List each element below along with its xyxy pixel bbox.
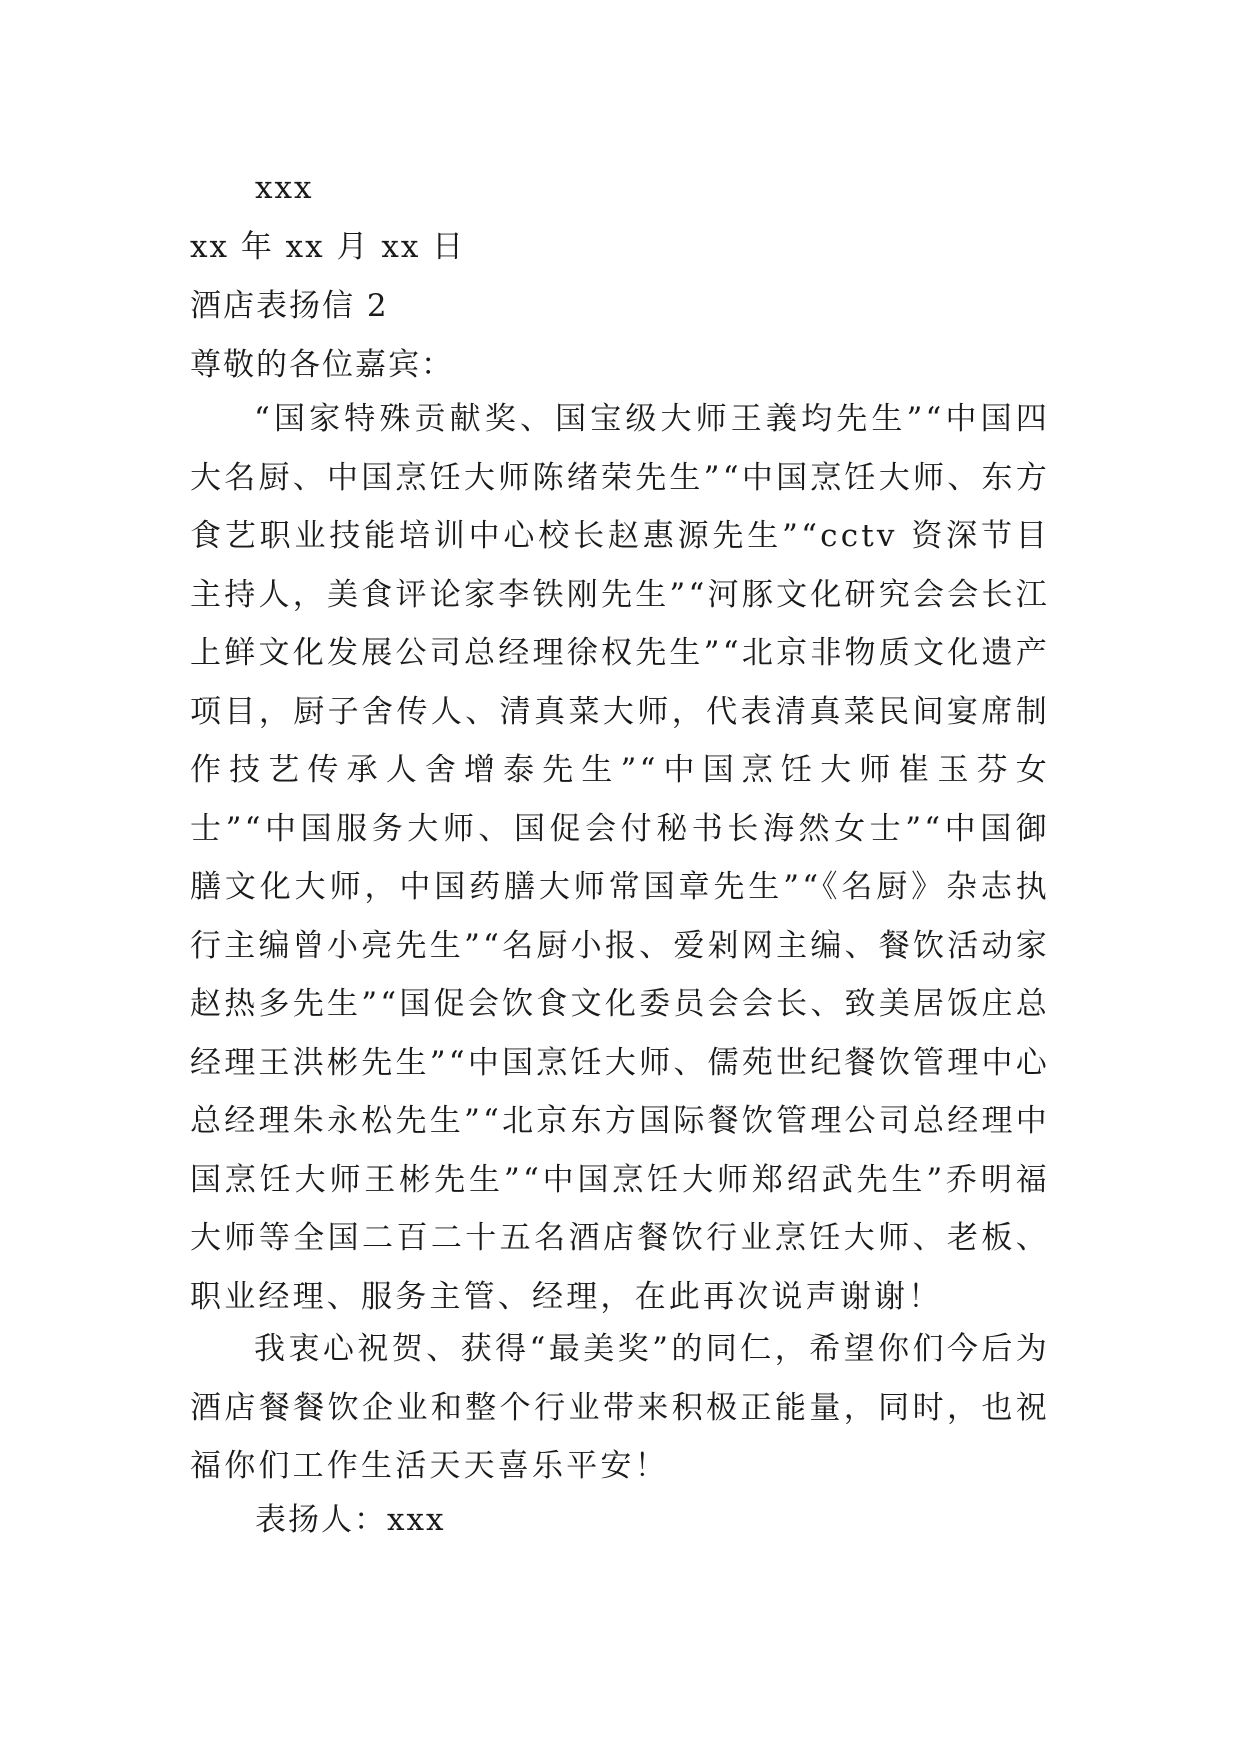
body-paragraph-thanks: “国家特殊贡献奖、国宝级大师王義均先生”“中国四大名厨、中国烹饪大师陈绪荣先生”“中国烹饪大师、东方食艺职业技能培训中心校长赵惠源先生”“cctv 资深节目主持人，美食评论家李铁刚先生”“河豚文化研究会会长江上鲜文化发展公司总经理徐权先生”“北京非物质文化遗产项目，厨子舍传人、清真菜大师，代表清真菜民间宴席制作技艺传承人舍增泰先生”“中国烹饪大师崔玉芬女士”“中国服务大师、国促会付秘书长海然女士”“中国御膳文化大师，中国药膳大师常国章先生”“《名厨》杂志执行主编曾小亮先生”“名厨小报、爱剁网主编、餐饮活动家赵热多先生”“国促会饮食文化委员会会长、致美居饭庄总经理王洪彬先生”“中国烹饪大师、儒苑世纪餐饮管理中心总经理朱永松先生”“北京东方国际餐饮管理公司总经理中国烹饪大师王彬先生”“中国烹饪大师郑绍武先生”乔明福大师等全国二百二十五名酒店餐饮行业烹饪大师、老板、职业经理、服务主管、经理，在此再次说声谢谢！ (190, 401, 1050, 1315)
top-signature: xxx (255, 170, 314, 206)
letter-title: 酒店表扬信 2 (190, 288, 389, 324)
body-paragraph-congratulations: 我衷心祝贺、获得“最美奖”的同仁，希望你们今后为酒店餐餐饮企业和整个行业带来积极正能量，同时，也祝福你们工作生活天天喜乐平安！ (190, 1331, 1050, 1484)
letter-greeting: 尊敬的各位嘉宾： (190, 347, 454, 383)
letter-signer: 表扬人：xxx (255, 1502, 446, 1538)
letter-date: xx 年 xx 月 xx 日 (190, 229, 466, 265)
